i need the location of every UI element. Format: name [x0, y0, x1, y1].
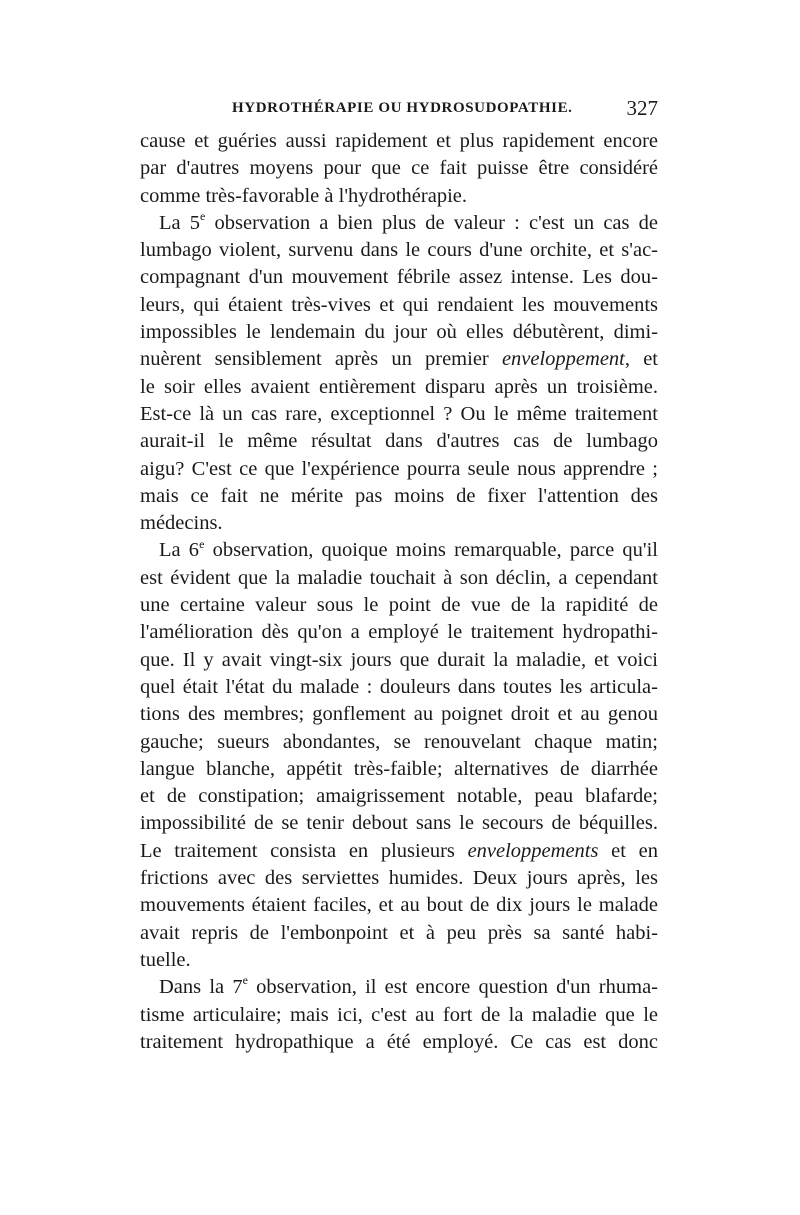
text-line: traitement hydropathique a été employé. Ce cas est donc: [140, 1030, 658, 1053]
text-line: par d'autres moyens pour que ce fait puisse être considéré: [140, 157, 658, 180]
text-line: compagnant d'un mouvement fébrile assez intense. Les dou-: [140, 266, 658, 289]
text-line: et de constipation; amaigrissement notable, peau blafarde;: [140, 785, 658, 808]
text-line: aigu? C'est ce que l'expérience pourra seule nous apprendre ;: [140, 457, 658, 480]
text-line: comme très-favorable à l'hydrothérapie.: [140, 184, 467, 207]
text-line: La 6e observation, quoique moins remarquable, parce qu'il: [159, 537, 658, 562]
running-head: HYDROTHÉRAPIE OU HYDROSUDOPATHIE.: [232, 100, 573, 116]
page-number: 327: [626, 96, 658, 120]
text-line: Est-ce là un cas rare, exceptionnel ? Ou le même traitement: [140, 402, 658, 425]
text-line: mais ce fait ne mérite pas moins de fixer l'attention des: [140, 484, 658, 507]
text-line: nuèrent sensiblement après un premier enveloppement, et: [140, 348, 658, 371]
text-line: tisme articulaire; mais ici, c'est au fort de la maladie que le: [140, 1003, 658, 1026]
body-text: [140, 128, 658, 1056]
text-line: tuelle.: [140, 948, 191, 971]
text-line: Le traitement consista en plusieurs enveloppements et en: [140, 839, 658, 862]
text-line: frictions avec des serviettes humides. Deux jours après, les: [140, 867, 658, 890]
text-line: La 5e observation a bien plus de valeur : c'est un cas de: [159, 209, 658, 234]
text-line: que. Il y avait vingt-six jours que durait la maladie, et voici: [140, 648, 658, 671]
text-line: gauche; sueurs abondantes, se renouvelant chaque matin;: [140, 730, 658, 753]
text-line: tions des membres; gonflement au poignet droit et au genou: [140, 703, 658, 726]
text-line: mouvements étaient faciles, et au bout de dix jours le malade: [140, 894, 658, 917]
text-line: lumbago violent, survenu dans le cours d'une orchite, et s'ac-: [140, 239, 658, 262]
text-line: l'amélioration dès qu'on a employé le traitement hydropathi-: [140, 621, 658, 644]
text-line: leurs, qui étaient très-vives et qui rendaient les mouvements: [140, 293, 658, 316]
text-line: impossibles le lendemain du jour où elles débutèrent, dimi-: [140, 321, 658, 344]
text-line: médecins.: [140, 512, 223, 535]
text-line: cause et guéries aussi rapidement et plus rapidement encore: [140, 130, 658, 152]
text-line: Dans la 7e observation, il est encore question d'un rhuma-: [159, 974, 658, 999]
text-line: est évident que la maladie touchait à son déclin, a cependant: [140, 566, 658, 589]
text-line: aurait-il le même résultat dans d'autres cas de lumbago: [140, 430, 658, 453]
text-line: impossibilité de se tenir debout sans le secours de béquilles.: [140, 812, 658, 835]
text-line: une certaine valeur sous le point de vue de la rapidité de: [140, 594, 658, 617]
text-line: langue blanche, appétit très-faible; alternatives de diarrhée: [140, 757, 658, 780]
text-line: le soir elles avaient entièrement disparu après un troisième.: [140, 375, 658, 398]
text-line: avait repris de l'embonpoint et à peu près sa santé habi-: [140, 921, 658, 944]
text-line: quel était l'état du malade : douleurs dans toutes les articula-: [140, 675, 658, 698]
page-header: [232, 96, 658, 120]
